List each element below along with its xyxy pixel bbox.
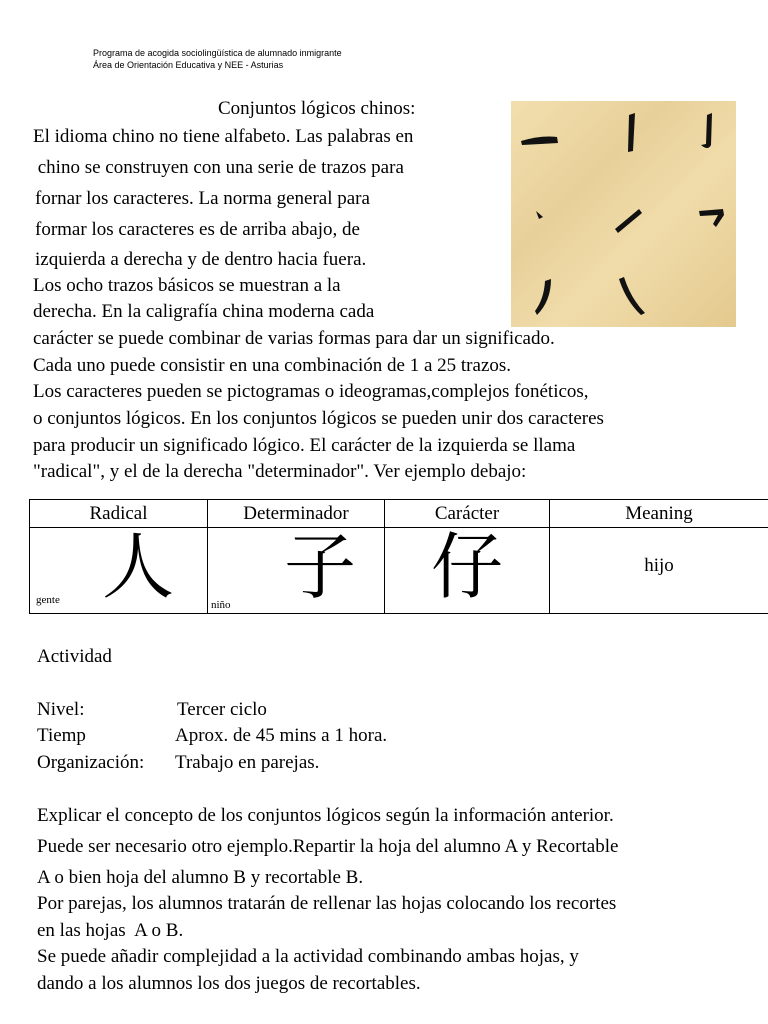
intro-line: El idioma chino no tiene alfabeto. Las palabras en (33, 126, 414, 147)
intro-line: o conjuntos lógicos. En los conjuntos lógicos se pueden unir dos caracteres (33, 408, 604, 429)
stroke-hook (701, 113, 712, 148)
intro-line: formar los caracteres es de arriba abajo, de (35, 219, 360, 240)
determinador-char: 子 (284, 525, 357, 609)
meaning-value: hijo (644, 555, 674, 576)
intro-line: para producir un significado lógico. El carácter de la izquierda se llama (33, 435, 576, 456)
instruction-line: Se puede añadir complejidad a la actividad combinando ambas hojas, y (37, 946, 579, 967)
cell-caracter (385, 525, 550, 614)
tiempo-value: Aprox. de 45 mins a 1 hora. (175, 725, 388, 746)
intro-line: derecha. En la caligrafía china moderna cada (33, 301, 375, 322)
stroke-dot (536, 211, 543, 219)
intro-line: Cada uno puede consistir en una combinación de 1 a 25 trazos. (33, 355, 512, 376)
cell-meaning (550, 528, 768, 614)
radical-char: 人 (102, 525, 175, 609)
cell-determinador (208, 525, 385, 614)
instruction-line: Por parejas, los alumnos tratarán de rellenar las hojas colocando los recortes (37, 893, 617, 914)
header-caracter: Carácter (385, 500, 550, 528)
table-row (30, 528, 768, 614)
nivel-value: Tercer ciclo (177, 699, 267, 720)
stroke-left-falling (535, 279, 551, 315)
intro-line: Los caracteres pueden se pictogramas o ideogramas,complejos fonéticos, (33, 381, 589, 402)
organizacion-label: Organización: (37, 752, 145, 773)
intro-line: carácter se puede combinar de varias formas para dar un significado. (33, 328, 555, 349)
cell-radical (30, 525, 208, 614)
instruction-line: Explicar el concepto de los conjuntos lógicos según la información anterior. (37, 805, 614, 826)
caracter-char: 仔 (431, 525, 504, 609)
stroke-rising (615, 209, 642, 233)
activity-heading: Actividad (37, 646, 112, 667)
header-radical: Radical (30, 500, 208, 528)
intro-line: "radical", y el de la derecha "determinador". Ver ejemplo debajo: (33, 461, 527, 482)
stroke-turning (699, 209, 724, 227)
instruction-line: Puede ser necesario otro ejemplo.Repartir la hoja del alumno A y Recortable (37, 836, 619, 857)
intro-line: chino se construyen con una serie de trazos para (33, 157, 404, 178)
organizacion-value: Trabajo en parejas. (175, 752, 320, 773)
header-meaning: Meaning (550, 500, 768, 528)
example-table (29, 499, 768, 614)
page-title: Conjuntos lógicos chinos: (218, 98, 416, 119)
stroke-vertical (628, 113, 635, 152)
nivel-label: Nivel: (37, 699, 85, 720)
instruction-line: dando a los alumnos los dos juegos de recortables. (37, 973, 421, 994)
header-program: Programa de acogida sociolingüística de alumnado inmigrante (93, 48, 342, 58)
determinador-label: niño (211, 599, 231, 611)
stroke-right-falling (619, 277, 645, 315)
stroke-horizontal (521, 137, 558, 146)
instruction-line: en las hojas A o B. (37, 920, 184, 941)
header-area: Área de Orientación Educativa y NEE - Asturias (93, 60, 284, 70)
radical-label: gente (36, 594, 60, 606)
instruction-line: A o bien hoja del alumno B y recortable B. (37, 867, 364, 888)
basic-strokes-image (511, 101, 736, 327)
intro-line: Los ocho trazos básicos se muestran a la (33, 275, 341, 296)
intro-line: izquierda a derecha y de dentro hacia fuera. (35, 249, 367, 270)
header-determinador: Determinador (208, 500, 385, 528)
tiempo-label: Tiemp (37, 725, 86, 746)
intro-line: fornar los caracteres. La norma general para (35, 188, 370, 209)
